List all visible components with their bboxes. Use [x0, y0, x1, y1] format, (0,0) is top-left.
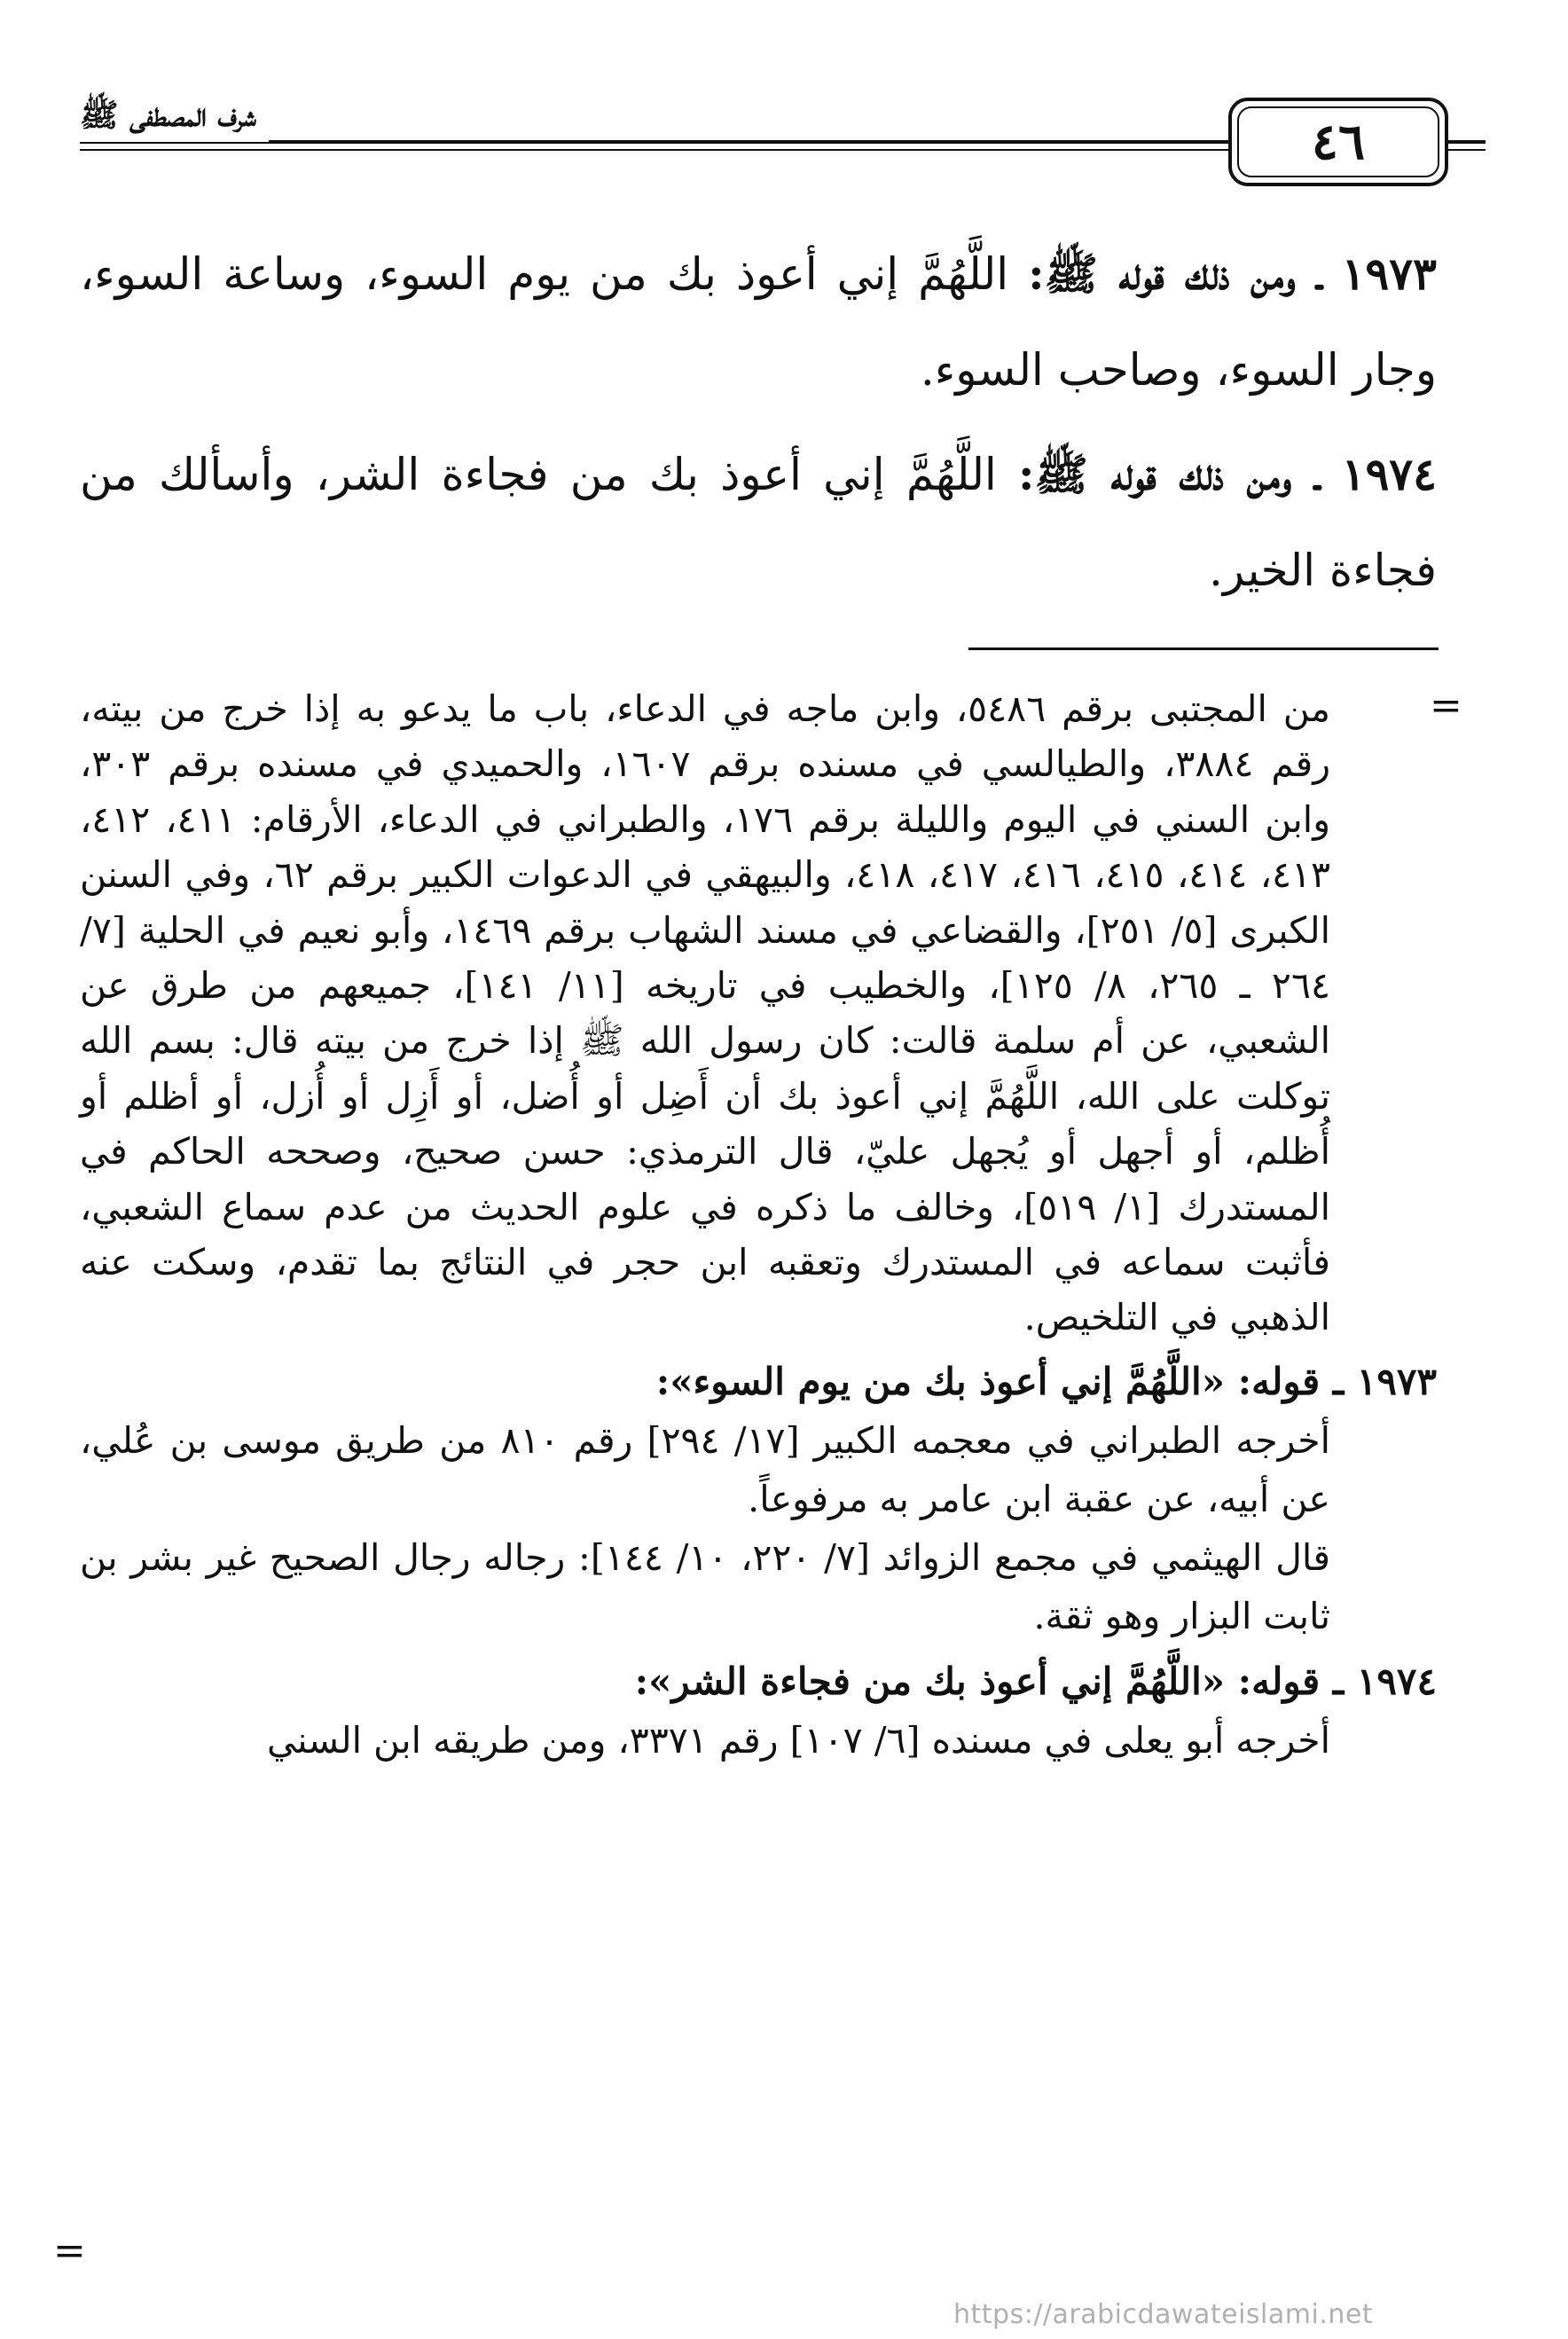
footnotes — [80, 681, 1437, 1770]
footnote-heading — [80, 1652, 1437, 1711]
continuation-mark: = — [1430, 683, 1462, 728]
running-title: شرف المصطفى ﷺ — [80, 96, 269, 142]
hadith-entry — [80, 427, 1437, 618]
footnote-number: ١٩٧٤ — [1356, 1659, 1437, 1703]
footnote-quote: «اللَّهُمَّ إني أعوذ بك من يوم السوء»: — [655, 1359, 1238, 1403]
footnote-quote: «اللَّهُمَّ إني أعوذ بك من فجاءة الشر»: — [634, 1659, 1238, 1703]
footnote-number: ١٩٧٣ — [1356, 1359, 1437, 1403]
footnote-paragraph: قال الهيثمي في مجمع الزوائد [٧/ ٢٢٠، ١٠/ ١٤٤]: رجاله رجال الصحيح غير بشر بن ثابت البزار وهو ثقة. — [80, 1535, 1331, 1637]
main-text — [80, 226, 1437, 627]
footnote-prefix: ـ قوله: — [1237, 1359, 1345, 1403]
watermark-url: https://arabicdawateislami.net — [953, 2299, 1374, 2330]
hadith-lead: ـ ومن ذلك قوله ﷺ: — [1018, 448, 1321, 500]
hadith-number: ١٩٧٣ — [1341, 247, 1437, 300]
hadith-lead: ـ ومن ذلك قوله ﷺ: — [1028, 247, 1322, 300]
hadith-entry — [80, 226, 1437, 418]
page-number: ٤٦ — [1237, 106, 1439, 177]
continuation-end-mark: = — [53, 2228, 86, 2273]
hadith-number: ١٩٧٤ — [1341, 448, 1438, 500]
hadith-text: اللَّهُمَّ إني أعوذ بك من فجاءة الشر، وأسألك من فجاءة الخير. — [80, 449, 1437, 596]
page-number-frame — [1228, 98, 1448, 186]
footnote-paragraph: أخرجه أبو يعلى في مسنده [٦/ ١٠٧] رقم ٣٣٧١، ومن طريقه ابن السني — [266, 1718, 1330, 1762]
footnote-prefix: ـ قوله: — [1237, 1659, 1345, 1703]
footnote-heading — [80, 1353, 1437, 1411]
footnote-separator — [968, 648, 1439, 650]
hadith-text: اللَّهُمَّ إني أعوذ بك من يوم السوء، وساعة السوء، وجار السوء، وصاحب السوء. — [80, 248, 1437, 396]
page-header — [80, 89, 1486, 177]
footnote-intro: من المجتبى برقم ٥٤٨٦، وابن ماجه في الدعاء، باب ما يدعو به إذا خرج من بيته، رقم ٣٨٨٤، والطيالسي في مسنده برقم ١٦٠٧، والحميدي في مسنده برقم ٣٠٣، وابن السني في اليوم والليلة برقم ١٧٦، والطبراني في الدعاء، الأرقام: ٤١١، ٤١٢، ٤١٣، ٤١٤، ٤١٥، ٤١٦، ٤١٧، ٤١٨، والبيهقي في الدعوات الكبير برقم ٦٢، وفي السنن الكبرى [٥/ ٢٥١]، والقضاعي في مسند الشهاب برقم ١٤٦٩، وأبو نعيم في الحلية [٧/ ٢٦٤ ـ ٢٦٥، ٨/ ١٢٥]، والخطيب في تاريخه [١١/ ١٤١]، جميعهم من طرق عن الشعبي، عن أم سلمة قالت: كان رسول الله ﷺ إذا خرج من بيته قال: بسم الله توكلت على الله، اللَّهُمَّ إني أعوذ بك أن أَضِل أو أُضل، أو أَزِل أو أُزل، أو أظلم أو أُظلم، أو أجهل أو يُجهل عليّ، قال الترمذي: حسن صحيح، وصححه الحاكم في المستدرك [١/ ٥١٩]، وخالف ما ذكره في علوم الحديث من عدم سماع الشعبي، فأثبت سماعه في المستدرك وتعقبه ابن حجر في النتائج بما تقدم، وسكت عنه الذهبي في التلخيص. — [80, 687, 1331, 1339]
footnote-paragraph: أخرجه الطبراني في معجمه الكبير [١٧/ ٢٩٤] رقم ٨١٠ من طريق موسى بن عُلي، عن أبيه، عن عقبة ابن عامر به مرفوعاً. — [80, 1418, 1330, 1520]
